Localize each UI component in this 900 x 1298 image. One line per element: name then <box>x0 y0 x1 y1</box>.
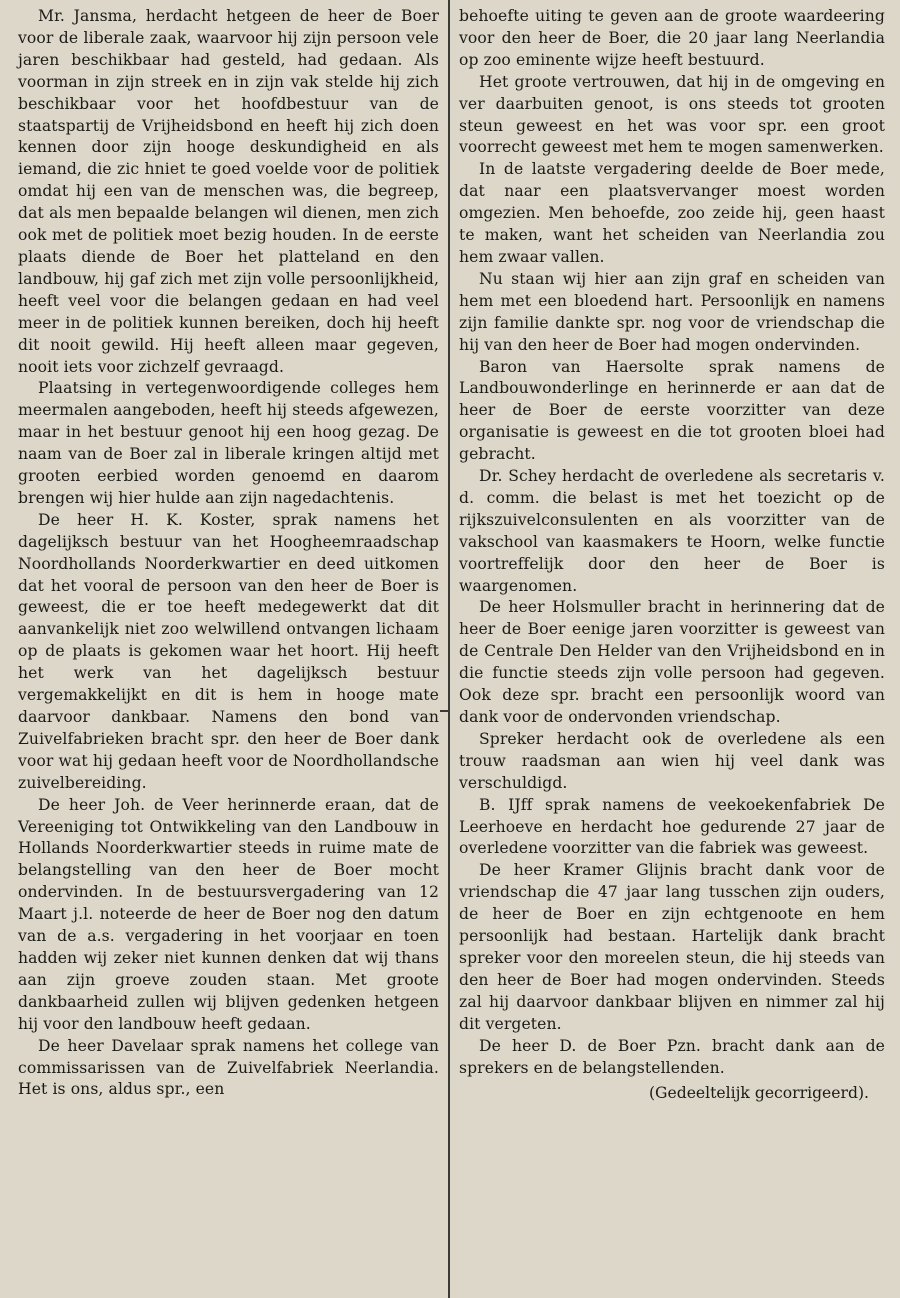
paragraph-raadsman: Spreker herdacht ook de overledene als een trouw raadsman aan wien hij veel dank was verschuldigd. <box>459 729 885 792</box>
paragraph-haersolte: Baron van Haersolte sprak namens de Landbouwonderlinge en herinnerde er aan dat de heer de Boer de eerste voorzitter van deze organisatie is geweest en die tot grooten bloei had gebracht. <box>459 357 885 464</box>
paragraph-de-veer: De heer Joh. de Veer herinnerde eraan, dat de Vereeniging tot Ontwikkeling van den Landbouw in Hollands Noorderkwartier steeds in ruime mate de belangstelling van den heer de Boer mocht ondervinden. In de bestuursvergadering van 12 Maart j.l. noteerde de heer de Boer nog den datum van de a.s. vergadering in het voorjaar en toen hadden wij zeker niet kunnen denken dat wij thans aan zijn groeve zouden staan. Met groote dankbaarheid zullen wij blijven gedenken hetgeen hij voor den landbouw heeft gedaan. <box>18 795 439 1033</box>
paragraph-holsmuller: De heer Holsmuller bracht in herinnering dat de heer de Boer eenige jaren voorzitter is geweest van de Centrale Den Helder van den Vrijheidsbond en in die functie steeds zijn volle persoon had gegeven. Ook deze spr. bracht een persoonlijk woord van dank voor de ondervonden vriendschap. <box>459 598 885 726</box>
paragraph-schey: Dr. Schey herdacht de overledene als secretaris v. d. comm. die belast is met het toezicht op de rijkszuivelconsulenten en als voorzitter van de vakschool van kaasmakers te Hoorn, welke functie voortreffelijk door den heer de Boer is waargenomen. <box>459 467 885 595</box>
paragraph-jansma: Mr. Jansma, herdacht hetgeen de heer de Boer voor de liberale zaak, waarvoor hij zijn persoon vele jaren beschikbaar had gesteld, had gedaan. Als voorman in zijn streek en in zijn vak stelde hij zich beschikbaar voor het hoofdbestuur van de staatspartij de Vrijheidsbond en heeft hij zich doen kennen door zijn hooge deskundigheid en als iemand, die zic hniet te goed voelde voor de politiek omdat hij een van de menschen was, die begreep, dat als men bepaalde belangen wil dienen, men zich ook met de politiek moet bezig houden. In de eerste plaats diende de Boer het platteland en den landbouw, hij gaf zich met zijn volle persoonlijkheid, heeft veel voor die belangen gedaan en had veel meer in de politiek kunnen bereiken, doch hij heeft dit nooit gewild. Hij heeft alleen maar gegeven, nooit iets voor zichzelf gevraagd. <box>18 7 439 376</box>
paragraph-vertrouwen: Het groote vertrouwen, dat hij in de omgeving en ver daarbuiten genoot, is ons steeds tot grooten steun geweest en het was voor spr. een groot voorrecht geweest met hem te mogen samenwerken. <box>459 72 885 157</box>
paragraph-ijff: B. IJff sprak namens de veekoekenfabriek De Leerhoeve en herdacht hoe gedurende 27 jaar de overledene voorzitter van die fabriek was geweest. <box>459 795 885 858</box>
column-divider <box>448 0 450 1298</box>
right-column <box>459 6 885 1105</box>
paragraph-de-boer-pzn: De heer D. de Boer Pzn. bracht dank aan de sprekers en de belangstellenden. <box>459 1036 885 1077</box>
paragraph-plaatsing: Plaatsing in vertegenwoordigende colleges hem meermalen aangeboden, heeft hij steeds afgewezen, maar in het bestuur genoot hij een hoog gezag. De naam van de Boer zal in liberale kringen altijd met grooten eerbied worden genoemd en daarom brengen wij hier hulde aan zijn nagedachtenis. <box>18 379 439 507</box>
correction-note: (Gedeeltelijk gecorrigeerd). <box>648 1084 869 1103</box>
left-column <box>18 6 439 1101</box>
paragraph-laatste-vergadering: In de laatste vergadering deelde de Boer mede, dat naar een plaatsvervanger moest worden omgezien. Men behoefde, zoo zeide hij, geen haast te maken, want het scheiden van Neerlandia zou hem zwaar vallen. <box>459 160 885 266</box>
paragraph-koster: De heer H. K. Koster, sprak namens het dagelijksch bestuur van het Hoogheemraadschap Noordhollands Noorderkwartier en deed uitkomen dat het vooral de persoon van den heer de Boer is geweest, die er toe heeft medegewerkt dat dit aanvankelijk niet zoo welwillend ontvangen lichaam op de plaats is gekomen waar het hoort. Hij heeft het werk van het dagelijksch bestuur vergemakkelijkt en dit is hem in hooge mate daarvoor dankbaar. Namens den bond van Zuivelfabrieken bracht spr. den heer de Boer dank voor wat hij gedaan heeft voor de Noordhollandsche zuivelbereiding. <box>18 510 439 792</box>
paragraph-kramer-glijnis: De heer Kramer Glijnis bracht dank voor de vriendschap die 47 jaar lang tusschen zijn ouders, de heer de Boer en zijn echtgenoote en hem persoonlijk had bestaan. Hartelijk dank bracht spreker voor den moreelen steun, die hij steeds van den heer de Boer had mogen ondervinden. Steeds zal hij daarvoor dankbaar blijven en nimmer zal hij dit vergeten. <box>459 861 885 1033</box>
paragraph-graf: Nu staan wij hier aan zijn graf en scheiden van hem met een bloedend hart. Persoonlijk en namens zijn familie dankte spr. nog voor de vriendschap die hij van den heer de Boer had mogen ondervinden. <box>459 269 885 354</box>
paragraph-davelaar-continued: behoefte uiting te geven aan de groote waardeering voor den heer de Boer, die 20 jaar lang Neerlandia op zoo eminente wijze heeft bestuurd. <box>459 7 885 69</box>
column-divider-offset <box>440 710 450 712</box>
paragraph-davelaar: De heer Davelaar sprak namens het college van commissarissen van de Zuivelfabriek Neerlandia. Het is ons, aldus spr., een <box>18 1036 439 1099</box>
